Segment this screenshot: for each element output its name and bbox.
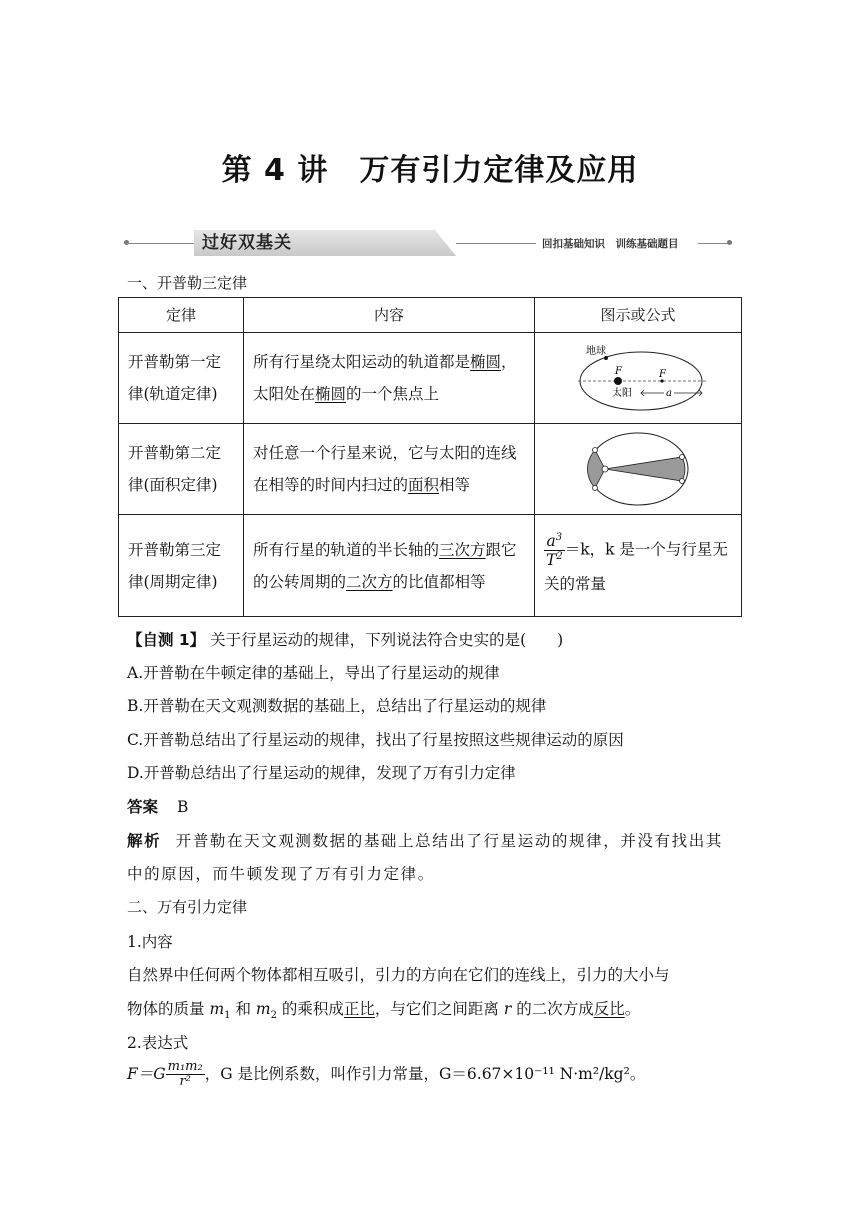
analysis-text: 开普勒在天文观测数据的基础上总结出了行星运动的规律，并没有找出其 (175, 832, 723, 850)
formula-rhs: ＝k，k 是一个与行星无关的常量 (544, 540, 728, 594)
answer-label: 答案 (127, 798, 159, 816)
underlined-term: 反比 (593, 1000, 625, 1018)
section2-heading: 二、万有引力定律 (127, 898, 248, 916)
self-test-label: 【自测 1】 (127, 631, 206, 649)
text: 物体的质量 (127, 1000, 210, 1018)
content-text: 跟它的公转周期的 (253, 540, 517, 591)
formula-lhs: F＝G (127, 1064, 166, 1083)
var-r: r (503, 1000, 512, 1018)
subscript: 1 (224, 1010, 231, 1022)
analysis-line-1 (127, 829, 723, 851)
table-row (119, 515, 742, 617)
page-title: 第 4 讲 万有引力定律及应用 (221, 153, 639, 188)
banner-dot-right (727, 240, 732, 245)
equal-area-diagram (583, 427, 693, 511)
law-name-line: 律(周期定律) (128, 572, 218, 591)
underlined-term: 面积 (408, 476, 440, 494)
section1-heading: 一、开普勒三定律 (127, 274, 248, 292)
table-header: 内容 (244, 298, 535, 333)
elliptical-orbit-diagram (558, 338, 718, 418)
earth-label: 地球 (586, 346, 606, 357)
content-text: 的一个焦点上 (346, 385, 440, 403)
underlined-term: 正比 (343, 1000, 375, 1018)
underlined-term: 椭圆 (470, 353, 502, 371)
law-content-cell (244, 333, 535, 424)
law-name-cell (119, 333, 244, 424)
formula-cell (535, 515, 742, 617)
law-name-line: 律(轨道定律) (128, 385, 218, 403)
self-test-question (127, 628, 563, 650)
option-d: D.开普勒总结出了行星运动的规律，发现了万有引力定律 (127, 764, 516, 782)
content-text: 对任意一个行星来说，它与太阳的连线在相等的时间内扫过的 (253, 444, 517, 494)
subheading-content: 1.内容 (127, 933, 173, 951)
text: 的二次方成 (511, 1000, 594, 1018)
banner-subtitle: 回扣基础知识 训练基础题目 (542, 238, 679, 250)
fraction-denominator (544, 551, 565, 569)
text: 。 (624, 1000, 641, 1018)
content-text: 的比值都相等 (392, 572, 486, 591)
sun-label: 太阳 (612, 388, 632, 399)
sun-focus-dot (614, 377, 622, 385)
option-b: B.开普勒在天文观测数据的基础上，总结出了行星运动的规律 (127, 697, 547, 715)
fraction-denominator: r² (179, 1074, 191, 1090)
fraction-numerator: m₁m₂ (167, 1059, 203, 1074)
gravitation-fraction (166, 1060, 205, 1090)
kepler-laws-table (118, 297, 742, 617)
law-name-line: 开普勒第三定 (128, 540, 222, 559)
figure-cell (535, 424, 742, 515)
table-header: 定律 (119, 298, 244, 333)
banner-label: 过好双基关 (202, 233, 292, 253)
question-text: 关于行星运动的规律，下列说法符合史实的是( ) (210, 631, 564, 649)
law-name-cell (119, 424, 244, 515)
law-content-cell (244, 515, 535, 617)
numerator-exp: 3 (555, 531, 563, 543)
kepler-fraction (544, 532, 565, 569)
var-m: m (255, 1000, 271, 1018)
analysis-line-2: 中的原因，而牛顿发现了万有引力定律。 (127, 865, 435, 883)
law-name-line: 律(面积定律) (128, 476, 218, 494)
option-c: C.开普勒总结出了行星运动的规律，找出了行星按照这些规律运动的原因 (127, 731, 624, 749)
text: 和 (230, 1000, 256, 1018)
semi-major-axis-label: a (666, 388, 672, 399)
focus-label: F (615, 366, 622, 377)
law-name-line: 开普勒第二定 (128, 444, 222, 462)
formula-rest: ，G 是比例系数，叫作引力常量，G＝6.67×10⁻¹¹ N·m²/kg²。 (204, 1064, 646, 1083)
table-header-row (119, 298, 742, 333)
denominator-exp: 2 (556, 551, 563, 562)
underlined-term: 三次方 (439, 540, 486, 559)
law-content-cell (244, 424, 535, 515)
fraction-numerator (544, 532, 565, 551)
law-name-line: 开普勒第一定 (128, 353, 222, 371)
content-line-1: 自然界中任何两个物体都相互吸引，引力的方向在它们的连线上，引力的大小与 (127, 966, 670, 984)
banner-rule-mid (456, 243, 536, 244)
text: 的乘积成 (276, 1000, 344, 1018)
sun-dot (602, 466, 608, 472)
option-a: A.开普勒在牛顿定律的基础上，导出了行星运动的规律 (127, 664, 500, 682)
var-m: m (209, 1000, 225, 1018)
content-text: 相等 (439, 476, 471, 494)
banner-rule-right (698, 243, 728, 244)
table-row (119, 333, 742, 424)
figure-cell (535, 333, 742, 424)
subscript: 2 (270, 1010, 277, 1022)
underlined-term: 二次方 (346, 572, 393, 591)
content-text: ，太阳处在 (253, 353, 517, 403)
content-text: 所有行星的轨道的半长轴的 (253, 540, 440, 559)
table-row (119, 424, 742, 515)
underlined-term: 椭圆 (315, 385, 347, 403)
analysis-label: 解析 (127, 832, 162, 850)
gravitation-formula (127, 1060, 645, 1090)
focus-label: F (659, 369, 666, 380)
subheading-expression: 2.表达式 (127, 1034, 189, 1052)
section-banner (126, 228, 734, 258)
text: ，与它们之间距离 (374, 1000, 504, 1018)
numerator-var: a (546, 531, 556, 550)
answer-line (127, 795, 188, 817)
law-name-cell (119, 515, 244, 617)
content-text: 所有行星绕太阳运动的轨道都是 (253, 353, 471, 371)
answer-value: B (176, 798, 189, 816)
content-line-2 (127, 997, 640, 1021)
denominator-var: T (546, 551, 557, 570)
table-header: 图示或公式 (535, 298, 742, 333)
